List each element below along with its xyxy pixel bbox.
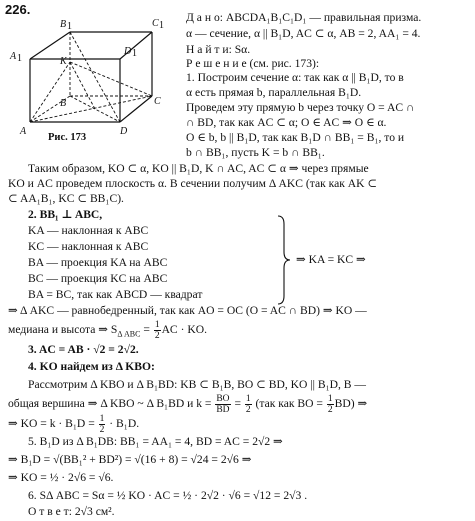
para2-line2: медиана и высота ⇒ $S_{\Delta ABC}$ = $\frac{1}{2}$ AC · KO. bbox=[8, 320, 207, 341]
step2-item: BC — проекция KC на ABC bbox=[28, 272, 168, 285]
step1-line5: O ∈ b, b || B₁D, так как B₁D ∩ BB₁ = B₁, то и bbox=[186, 131, 405, 144]
label-d1: D bbox=[124, 46, 132, 57]
solution-heading: Р е ш е н и е (см. рис. 173): bbox=[186, 57, 320, 70]
label-a: A bbox=[20, 126, 27, 137]
para2-line1: ⇒ Δ AKC — равнобедренный, так как AO = OC (O = AC ∩ BD) ⇒ KO — bbox=[8, 304, 367, 317]
prism-figure bbox=[2, 14, 162, 148]
label-a1: A bbox=[10, 51, 17, 62]
para1-line3: ⊂ AA₁B₁, KC ⊂ BB₁C). bbox=[8, 192, 124, 205]
step4-line2: общая вершина ⇒ Δ KBO ~ Δ B₁BD и k = $\frac{BO}{BD}$ = $\frac{1}{2}$ (так как BO = $\frac{1}{2}$ BD) ⇒ bbox=[8, 394, 368, 415]
step5-line1: 5. B₁D из Δ B₁DB: BB₁ = AA₁ = 4, BD = AC = 2√2 ⇒ bbox=[28, 435, 283, 448]
para1-line1: Таким образом, KO ⊂ α, KO || B₁D, K ∩ AC, AC ⊂ α ⇒ через прямые bbox=[28, 162, 369, 175]
label-b: B bbox=[60, 98, 67, 109]
svg-text:1: 1 bbox=[159, 20, 164, 31]
step4-line3: ⇒ KO = k · B₁D = $\frac{1}{2}$ · B₁D. bbox=[8, 414, 140, 435]
step6: 6. SΔ ABC = Sα = ½ KO · AC = ½ · 2√2 · √6 = √12 = 2√3 . bbox=[28, 489, 308, 502]
step1-line6: b ∩ BB₁, пусть K = b ∩ BB₁. bbox=[186, 146, 325, 159]
step1-line2: α есть прямая b, параллельная B₁D. bbox=[186, 86, 362, 99]
step5-line2: ⇒ B₁D = √(BB₁² + BD²) = √(16 + 8) = √24 = 2√6 ⇒ bbox=[8, 453, 252, 466]
answer: О т в е т: 2√3 см². bbox=[28, 505, 115, 518]
step5-line3: ⇒ KO = ½ · 2√6 = √6. bbox=[8, 471, 114, 484]
step4-line1: Рассмотрим Δ KBO и Δ B₁BD: KB ⊂ B₁B, BO ⊂ BD, KO || B₁D, B — bbox=[28, 378, 367, 391]
step2-item: BA = BC, так как ABCD — квадрат bbox=[28, 288, 203, 301]
step3: 3. AC = AB · √2 = 2√2. bbox=[28, 343, 139, 356]
label-b1: B bbox=[60, 19, 67, 30]
step2-item: BA — проекция KA на ABC bbox=[28, 256, 168, 269]
given-line-2: α — сечение, α || B₁D, AC ⊂ α, AB = 2, AA₁ = 4. bbox=[186, 27, 421, 40]
step1-line4: ∩ BD, так как AC ⊂ α; O ∈ AC ⇒ O ∈ α. bbox=[186, 116, 387, 129]
step2-head: 2. BB₁ ⊥ ABC, bbox=[28, 208, 103, 221]
svg-text:1: 1 bbox=[67, 21, 72, 32]
find-line: Н а й т и: Sα. bbox=[186, 43, 251, 56]
step2-result: ⇒ KA = KC ⇒ bbox=[296, 253, 366, 266]
given-line: Д а н о: ABCDA₁B₁C₁D₁ — правильная призма. bbox=[186, 11, 422, 24]
label-c1: C bbox=[152, 18, 159, 29]
label-k: K bbox=[60, 56, 67, 67]
figure-caption: Рис. 173 bbox=[48, 132, 87, 143]
label-c: C bbox=[154, 96, 161, 107]
step4: 4. KO найдем из Δ KBO: bbox=[28, 360, 155, 373]
svg-text:1: 1 bbox=[132, 48, 137, 59]
para1-line2: KO и AC проведем плоскость α. В сечении получим Δ AKC (так как AK ⊂ bbox=[8, 177, 378, 190]
right-brace bbox=[276, 214, 292, 306]
step2-item: KC — наклонная к ABC bbox=[28, 240, 149, 253]
svg-text:1: 1 bbox=[17, 53, 22, 64]
step1-line3: Проведем эту прямую b через точку O = AC ∩ bbox=[186, 101, 415, 114]
step1-line1: 1. Построим сечение α: так как α || B₁D, то в bbox=[186, 71, 404, 84]
step2-item: KA — наклонная к ABC bbox=[28, 224, 149, 237]
problem-number: 226. bbox=[5, 2, 31, 17]
label-d: D bbox=[120, 126, 128, 137]
